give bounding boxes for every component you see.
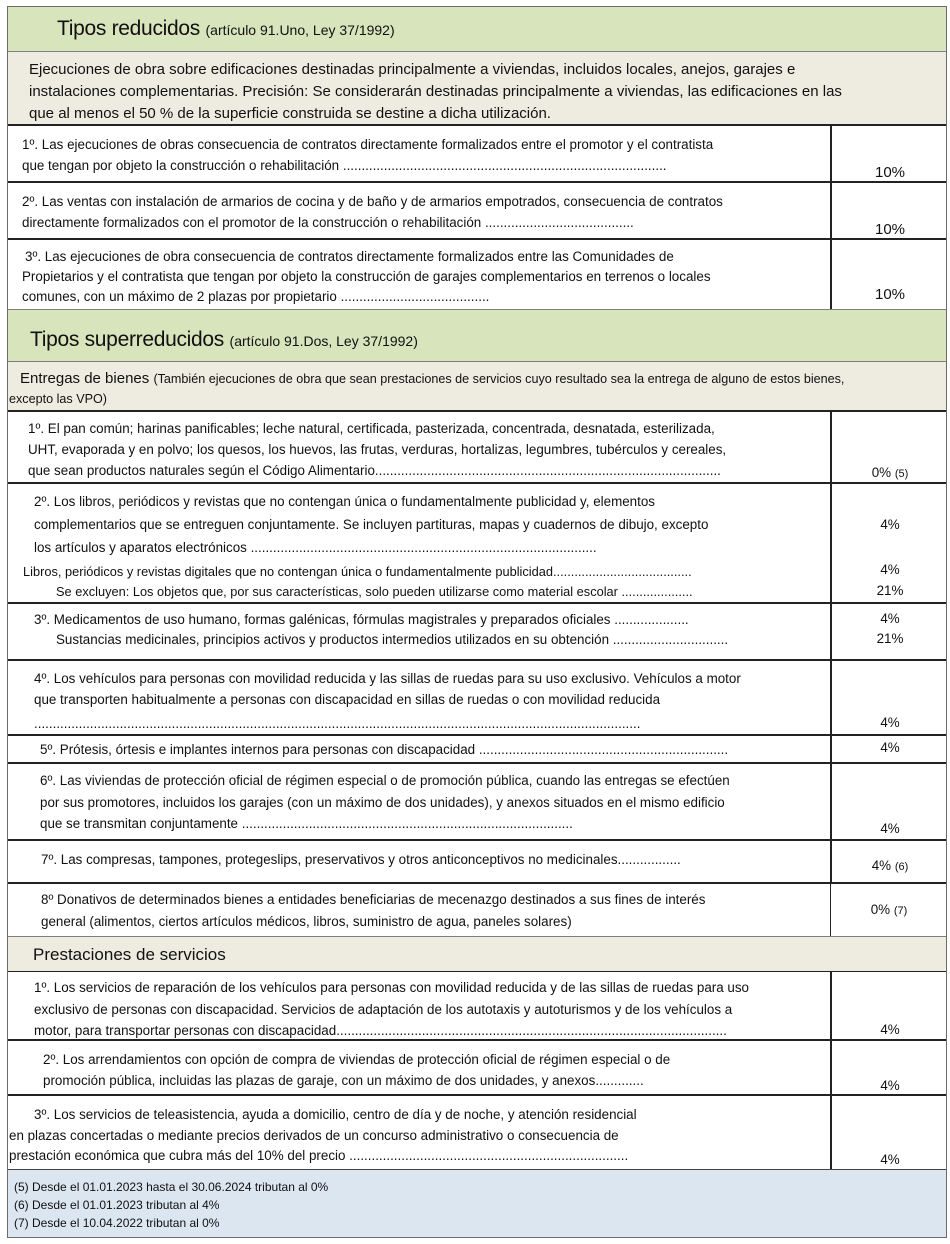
text-line: 5º. Prótesis, órtesis e implantes internos para personas con discapacidad ................................................................... bbox=[40, 742, 729, 757]
rate-cell bbox=[830, 736, 946, 762]
rate-cell bbox=[830, 412, 946, 482]
subsection-header-goods bbox=[8, 362, 946, 412]
text-line: prestación económica que cubra más del 10% del precio ........................................................................... bbox=[9, 1148, 629, 1163]
row-description bbox=[8, 661, 830, 734]
text-line: 1º. Los servicios de reparación de los vehículos para personas con movilidad reducida y de las sillas de ruedas para uso bbox=[34, 980, 749, 995]
table-row bbox=[8, 661, 946, 736]
text-line: 1º. El pan común; harinas panificables; leche natural, certificada, pasterizada, concentrada, desnatada, esterilizada, bbox=[28, 421, 715, 436]
table-row bbox=[8, 1041, 946, 1096]
rate-value bbox=[832, 465, 948, 480]
rate: 4% bbox=[871, 858, 892, 873]
text-line: 7º. Las compresas, tampones, protegeslips, preservativos y otros anticonceptivos no medicinales................. bbox=[41, 852, 681, 867]
text-line: 4º. Los vehículos para personas con movilidad reducida y las sillas de ruedas para su uso exclusivo. Vehículos a motor bbox=[34, 671, 741, 686]
row-description bbox=[8, 1041, 830, 1094]
footnote: (5) Desde el 01.01.2023 hasta el 30.06.2024 tributan al 0% bbox=[14, 1180, 329, 1194]
row-description bbox=[8, 240, 830, 309]
footnote: (6) Desde el 01.01.2023 tributan al 4% bbox=[14, 1198, 220, 1212]
row-description bbox=[8, 484, 830, 602]
rate-value: 4% bbox=[880, 611, 900, 626]
text-line: 3º. Los servicios de teleasistencia, ayuda a domicilio, centro de día y de noche, y atención residencial bbox=[34, 1107, 637, 1122]
rate-value: 4% bbox=[880, 715, 900, 730]
table-row bbox=[8, 841, 946, 884]
rate-value bbox=[831, 902, 947, 917]
rate-cell bbox=[830, 1041, 946, 1094]
text-line: 1º. Las ejecuciones de obras consecuencia de contratos directamente formalizados entre el promotor y el contratista bbox=[22, 137, 714, 152]
row-description bbox=[8, 736, 830, 762]
text-line: 2º. Las ventas con instalación de armarios de cocina y de baño y de armarios empotrados, consecuencia de contratos bbox=[22, 194, 723, 209]
table-row bbox=[8, 972, 946, 1041]
subsection-title-line bbox=[20, 370, 844, 387]
rate-value: 4% bbox=[880, 1022, 900, 1037]
rate-cell bbox=[830, 1096, 946, 1169]
rate-cell bbox=[830, 126, 946, 181]
reduced-rates-intro bbox=[8, 52, 946, 126]
table-row bbox=[8, 412, 946, 484]
text-line: exclusivo de personas con discapacidad. Servicios de adaptación de los autotaxis y autoturismos y de los vehículos a bbox=[34, 1002, 733, 1017]
section-header-super-reduced-rates bbox=[8, 310, 946, 362]
rate-value: 4% bbox=[880, 517, 900, 532]
table-row bbox=[8, 240, 946, 310]
footnote-ref: (6) bbox=[894, 861, 909, 873]
subsection-note: (También ejecuciones de obra que sean prestaciones de servicios cuyo resultado sea la entrega de alguno de estos bienes, bbox=[153, 372, 845, 386]
text-line: que se transmitan conjuntamente ......................................................................................... bbox=[40, 816, 573, 831]
subsection-title: Prestaciones de servicios bbox=[33, 945, 226, 964]
rate-value: 4% bbox=[880, 740, 900, 755]
row-description bbox=[8, 972, 830, 1039]
rate-cell bbox=[830, 884, 946, 936]
footnote-ref: (7) bbox=[893, 905, 908, 917]
footnote: (7) Desde el 10.04.2022 tributan al 0% bbox=[14, 1216, 220, 1230]
text-line: 3º. Las ejecuciones de obra consecuencia de contratos directamente formalizados entre las Comunidades de bbox=[25, 249, 674, 264]
rate-value: 10% bbox=[874, 286, 906, 303]
table-row bbox=[8, 884, 946, 937]
text-line: motor, para transportar personas con discapacidad......................................................................................................... bbox=[34, 1023, 727, 1038]
row-description bbox=[8, 604, 830, 659]
subsection-note: excepto las VPO) bbox=[9, 392, 107, 406]
text-line: 2º. Los arrendamientos con opción de compra de viviendas de protección oficial de régimen especial o de bbox=[43, 1052, 671, 1067]
row-description bbox=[8, 841, 830, 882]
table-row bbox=[8, 183, 946, 240]
rate-value: 4% bbox=[880, 562, 900, 577]
subsection-title: Entregas de bienes bbox=[20, 370, 150, 387]
text-line: 8º Donativos de determinados bienes a entidades beneficiarias de mecenazgo destinados a sus fines de interés bbox=[41, 892, 706, 907]
rate-cell bbox=[830, 183, 946, 238]
text-line: Libros, periódicos y revistas digitales que no contengan única o fundamentalmente publicidad....................................... bbox=[23, 564, 692, 579]
section-header-reduced-rates bbox=[8, 7, 946, 52]
vat-rates-document bbox=[7, 6, 947, 1238]
text-line: 3º. Medicamentos de uso humano, formas galénicas, fórmulas magistrales y preparados oficiales .................... bbox=[34, 612, 689, 627]
text-line: 2º. Los libros, periódicos y revistas que no contengan única o fundamentalmente publicidad y, elementos bbox=[34, 494, 655, 509]
intro-line: que al menos el 50 % de la superficie construida se destine a dicha utilización. bbox=[29, 105, 551, 122]
row-description bbox=[8, 764, 830, 839]
rate-cell bbox=[830, 972, 946, 1039]
text-line: promoción pública, incluidas las plazas de garaje, con un máximo de dos unidades, y anexos............. bbox=[43, 1073, 644, 1088]
rate-value: 4% bbox=[880, 1078, 900, 1093]
text-line: que sean productos naturales según el Código Alimentario............................................................................................. bbox=[28, 463, 721, 478]
table-row bbox=[8, 736, 946, 764]
rate-cell bbox=[830, 661, 946, 734]
text-line: los artículos y aparatos electrónicos ............................................................................................. bbox=[34, 540, 597, 555]
section-title: Tipos superreducidos (artículo 91.Dos, Ley 37/1992) bbox=[30, 328, 418, 351]
text-line: Se excluyen: Los objetos que, por sus características, solo pueden utilizarse como material escolar .................... bbox=[56, 584, 693, 599]
table-row bbox=[8, 126, 946, 183]
text-line: por sus promotores, incluidos los garajes (con un máximo de dos unidades), y anexos situados en el mismo edificio bbox=[40, 795, 725, 810]
text-line: complementarios que se entreguen conjuntamente. Se incluyen partituras, mapas y cuadernos de dibujo, excepto bbox=[34, 517, 709, 532]
text-line: 6º. Las viviendas de protección oficial de régimen especial o de promoción pública, cuando las entregas se efectúen bbox=[40, 773, 730, 788]
rate-value: 21% bbox=[876, 583, 904, 598]
text-line: comunes, con un máximo de 2 plazas por propietario ........................................ bbox=[22, 289, 490, 304]
rate-cell bbox=[830, 484, 946, 602]
rate-cell bbox=[830, 240, 946, 309]
footnote-ref: (5) bbox=[894, 468, 909, 480]
rate-value bbox=[832, 858, 948, 873]
row-description bbox=[8, 183, 830, 238]
text-line: ................................................................................................................................................................... bbox=[34, 716, 641, 731]
table-row bbox=[8, 1096, 946, 1170]
row-description bbox=[8, 412, 830, 482]
rate-cell bbox=[830, 604, 946, 659]
rate-value: 10% bbox=[874, 221, 906, 238]
rate: 0% bbox=[870, 902, 891, 917]
legal-reference: (artículo 91.Uno, Ley 37/1992) bbox=[205, 22, 395, 38]
subsection-header-services bbox=[8, 937, 946, 972]
text-line: Propietarios y el contratista que tengan por objeto la construcción de garajes complementarios en terrenos o locales bbox=[22, 269, 711, 284]
table-row bbox=[8, 764, 946, 841]
text-line: UHT, evaporada y en polvo; los quesos, los huevos, las frutas, verduras, hortalizas, legumbres, tubérculos y cereales, bbox=[28, 442, 727, 457]
footnotes bbox=[8, 1170, 946, 1237]
text-line: directamente formalizados con el promotor de la construcción o rehabilitación ........................................ bbox=[22, 215, 634, 230]
intro-line: instalaciones complementarias. Precisión: Se considerarán destinadas principalmente a viviendas, las edificaciones en las bbox=[29, 83, 842, 100]
rate-value: 4% bbox=[880, 821, 900, 836]
text-line: que tengan por objeto la construcción o rehabilitación ....................................................................................... bbox=[22, 158, 667, 173]
intro-line: Ejecuciones de obra sobre edificaciones destinadas principalmente a viviendas, incluidos locales, anejos, garajes e bbox=[29, 61, 796, 78]
text-line: en plazas concertadas o mediante precios derivados de un concurso administrativo o consecuencia de bbox=[9, 1128, 619, 1143]
section-title: Tipos reducidos (artículo 91.Uno, Ley 37/1992) bbox=[57, 17, 395, 40]
table-row bbox=[8, 604, 946, 661]
rate-value: 10% bbox=[874, 164, 906, 181]
text-line: general (alimentos, ciertos artículos médicos, libros, suministro de agua, paneles solares) bbox=[41, 914, 572, 929]
legal-reference: (artículo 91.Dos, Ley 37/1992) bbox=[229, 333, 418, 349]
rate-value: 21% bbox=[876, 631, 904, 646]
rate-value: 4% bbox=[880, 1152, 900, 1167]
rate: 0% bbox=[871, 465, 892, 480]
rate-cell bbox=[830, 841, 946, 882]
text-line: Sustancias medicinales, principios activos y productos intermedios utilizados en su obtención ............................... bbox=[56, 632, 729, 647]
rate-cell bbox=[830, 764, 946, 839]
row-description bbox=[8, 884, 830, 936]
text-line: que transporten habitualmente a personas con discapacidad en sillas de ruedas o con movilidad reducida bbox=[34, 692, 661, 707]
row-description bbox=[8, 1096, 830, 1169]
table-row bbox=[8, 484, 946, 604]
row-description bbox=[8, 126, 830, 181]
